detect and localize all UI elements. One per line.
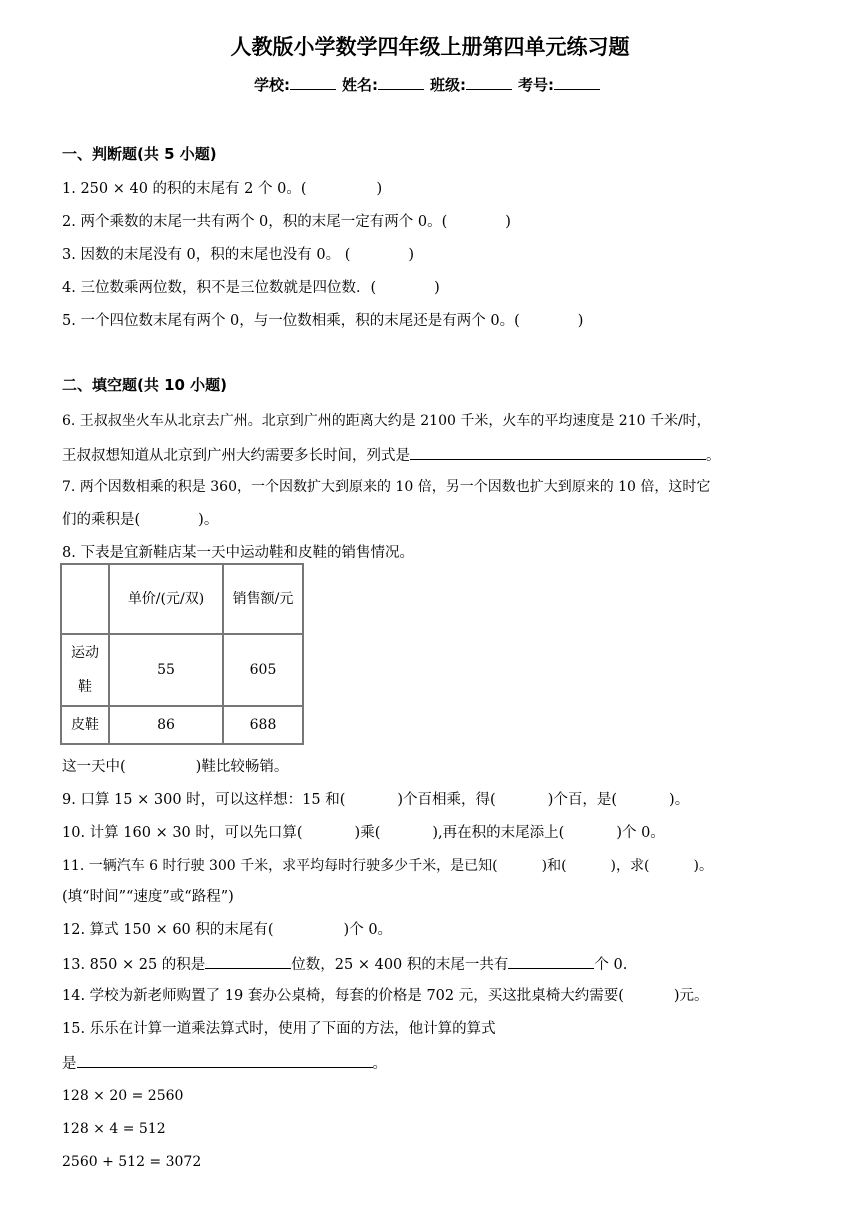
answer-line-13a[interactable] (205, 953, 291, 969)
class-label: 班级: (430, 76, 466, 94)
page-title: 人教版小学数学四年级上册第四单元练习题 (230, 35, 630, 59)
equation-1: 128 × 20 = 2560 (62, 1088, 184, 1104)
question-15-line-1: 15. 乐乐在计算一道乘法算式时，使用了下面的方法，他计算的算式 (62, 1021, 496, 1037)
equation-2: 128 × 4 = 512 (62, 1121, 166, 1137)
table-cell: 605 (223, 634, 303, 706)
table-header-cell (61, 564, 109, 634)
question-8-answer: 这一天中( )鞋比较畅销。 (62, 759, 289, 775)
student-info (0, 74, 860, 95)
answer-line-6[interactable] (410, 444, 706, 460)
question-7-line-1: 7. 两个因数相乘的积是 360，一个因数扩大到原来的 10 倍，另一个因数也扩大到原来的 10 倍，这时它 (62, 479, 711, 495)
question-8: 8. 下表是宜新鞋店某一天中运动鞋和皮鞋的销售情况。 (62, 545, 414, 561)
question-3: 3. 因数的末尾没有 0，积的末尾也没有 0。 ( ) (62, 247, 415, 263)
question-10: 10. 计算 160 × 30 时，可以先口算( )乘( ),再在积的末尾添上( )个 0。 (62, 825, 665, 841)
question-2: 2. 两个乘数的末尾一共有两个 0，积的末尾一定有两个 0。( ) (62, 214, 511, 230)
sales-table (60, 563, 304, 745)
school-label: 学校: (254, 76, 290, 94)
question-4: 4. 三位数乘两位数，积不是三位数就是四位数．( ) (62, 280, 440, 296)
question-5: 5. 一个四位数末尾有两个 0，与一位数相乘，积的末尾还是有两个 0。( ) (62, 313, 584, 329)
exam-no-label: 考号: (518, 76, 554, 94)
section-fill-in: 二、填空题(共 10 小题) (62, 376, 228, 394)
name-label: 姓名: (342, 76, 378, 94)
school-blank[interactable] (290, 75, 336, 90)
exam-no-blank[interactable] (554, 75, 600, 90)
table-header-cell: 销售额/元 (223, 564, 303, 634)
table-cell: 55 (109, 634, 223, 706)
class-blank[interactable] (466, 75, 512, 90)
equation-3: 2560 + 512 = 3072 (62, 1154, 202, 1170)
question-12: 12. 算式 150 × 60 积的末尾有( )个 0。 (62, 922, 393, 938)
question-14: 14. 学校为新老师购置了 19 套办公桌椅，每套的价格是 702 元，买这批桌椅大约需要( )元。 (62, 988, 709, 1004)
table-cell: 皮鞋 (61, 706, 109, 744)
question-13: 13. 850 × 25 的积是 位数，25 × 400 积的末尾一共有 个 0. (62, 953, 627, 975)
question-11-hint: (填“时间”“速度”或“路程”) (62, 889, 234, 905)
table-header-row (61, 564, 303, 634)
question-6-line-1: 6. 王叔叔坐火车从北京去广州。北京到广州的距离大约是 2100 千米，火车的平均速度是 210 千米/时， (62, 413, 711, 429)
table-cell: 86 (109, 706, 223, 744)
name-blank[interactable] (378, 75, 424, 90)
table-cell: 运动鞋 (61, 634, 109, 706)
table-row (61, 634, 303, 706)
question-9: 9. 口算 15 × 300 时，可以这样想：15 和( )个百相乘，得( )个百，是( )。 (62, 792, 690, 808)
section-judgement: 一、判断题(共 5 小题) (62, 145, 217, 163)
question-6-line-2: 王叔叔想知道从北京到广州大约需要多长时间，列式是 。 (62, 444, 721, 466)
table-header-cell: 单价/(元/双) (109, 564, 223, 634)
question-1: 1. 250 × 40 的积的末尾有 2 个 0。( ) (62, 181, 383, 197)
answer-line-13b[interactable] (508, 953, 594, 969)
question-11: 11. 一辆汽车 6 时行驶 300 千米，求平均每时行驶多少千米，是已知( )和( )，求( )。 (62, 858, 713, 874)
table-row (61, 706, 303, 744)
question-7-line-2: 们的乘积是( )。 (62, 512, 219, 528)
question-15-line-2: 是 。 (62, 1052, 387, 1074)
table-cell: 688 (223, 706, 303, 744)
answer-line-15[interactable] (77, 1052, 373, 1068)
